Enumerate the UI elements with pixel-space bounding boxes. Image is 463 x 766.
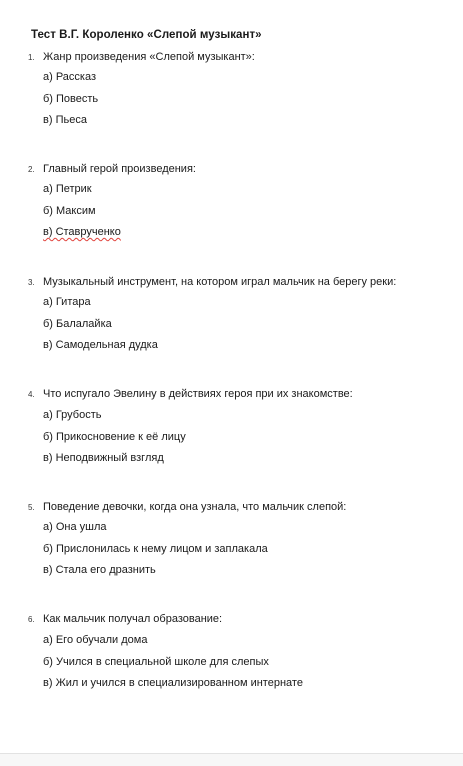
- document-title: Тест В.Г. Короленко «Слепой музыкант»: [31, 29, 262, 41]
- question-text: Жанр произведения «Слепой музыкант»:: [43, 51, 255, 63]
- bottom-bar: [0, 754, 463, 766]
- answer-option: а) Гитара: [43, 296, 91, 308]
- answer-option: а) Грубость: [43, 409, 102, 421]
- answer-option: б) Прикосновение к её лицу: [43, 431, 186, 443]
- question-text: Музыкальный инструмент, на котором играл мальчик на берегу реки:: [43, 276, 397, 288]
- answer-option: б) Прислонилась к нему лицом и заплакала: [43, 543, 268, 555]
- question-number: 5.: [28, 503, 35, 512]
- answer-option: в) Стала его дразнить: [43, 564, 156, 576]
- question-text: Как мальчик получал образование:: [43, 613, 223, 625]
- question-number: 1.: [28, 53, 35, 62]
- answer-option: б) Учился в специальной школе для слепых: [43, 656, 269, 668]
- question-number: 4.: [28, 390, 35, 399]
- answer-option: б) Балалайка: [43, 318, 112, 330]
- question-number: 6.: [28, 615, 35, 624]
- question-text: Что испугало Эвелину в действиях героя при их знакомстве:: [43, 388, 353, 400]
- answer-option: в) Неподвижный взгляд: [43, 452, 164, 464]
- answer-option: в) Ставрученко: [43, 226, 121, 238]
- question-text: Главный герой произведения:: [43, 163, 196, 175]
- question-number: 3.: [28, 278, 35, 287]
- answer-option: б) Максим: [43, 205, 96, 217]
- question-number: 2.: [28, 165, 35, 174]
- answer-option: а) Она ушла: [43, 521, 107, 533]
- answer-option: а) Его обучали дома: [43, 634, 148, 646]
- answer-option: а) Петрик: [43, 183, 92, 195]
- answer-option: а) Рассказ: [43, 71, 97, 83]
- answer-option: в) Жил и учился в специализированном интернате: [43, 677, 303, 689]
- answer-option: в) Самодельная дудка: [43, 339, 158, 351]
- question-text: Поведение девочки, когда она узнала, что мальчик слепой:: [43, 501, 347, 513]
- answer-option: в) Пьеса: [43, 114, 87, 126]
- answer-option: б) Повесть: [43, 93, 99, 105]
